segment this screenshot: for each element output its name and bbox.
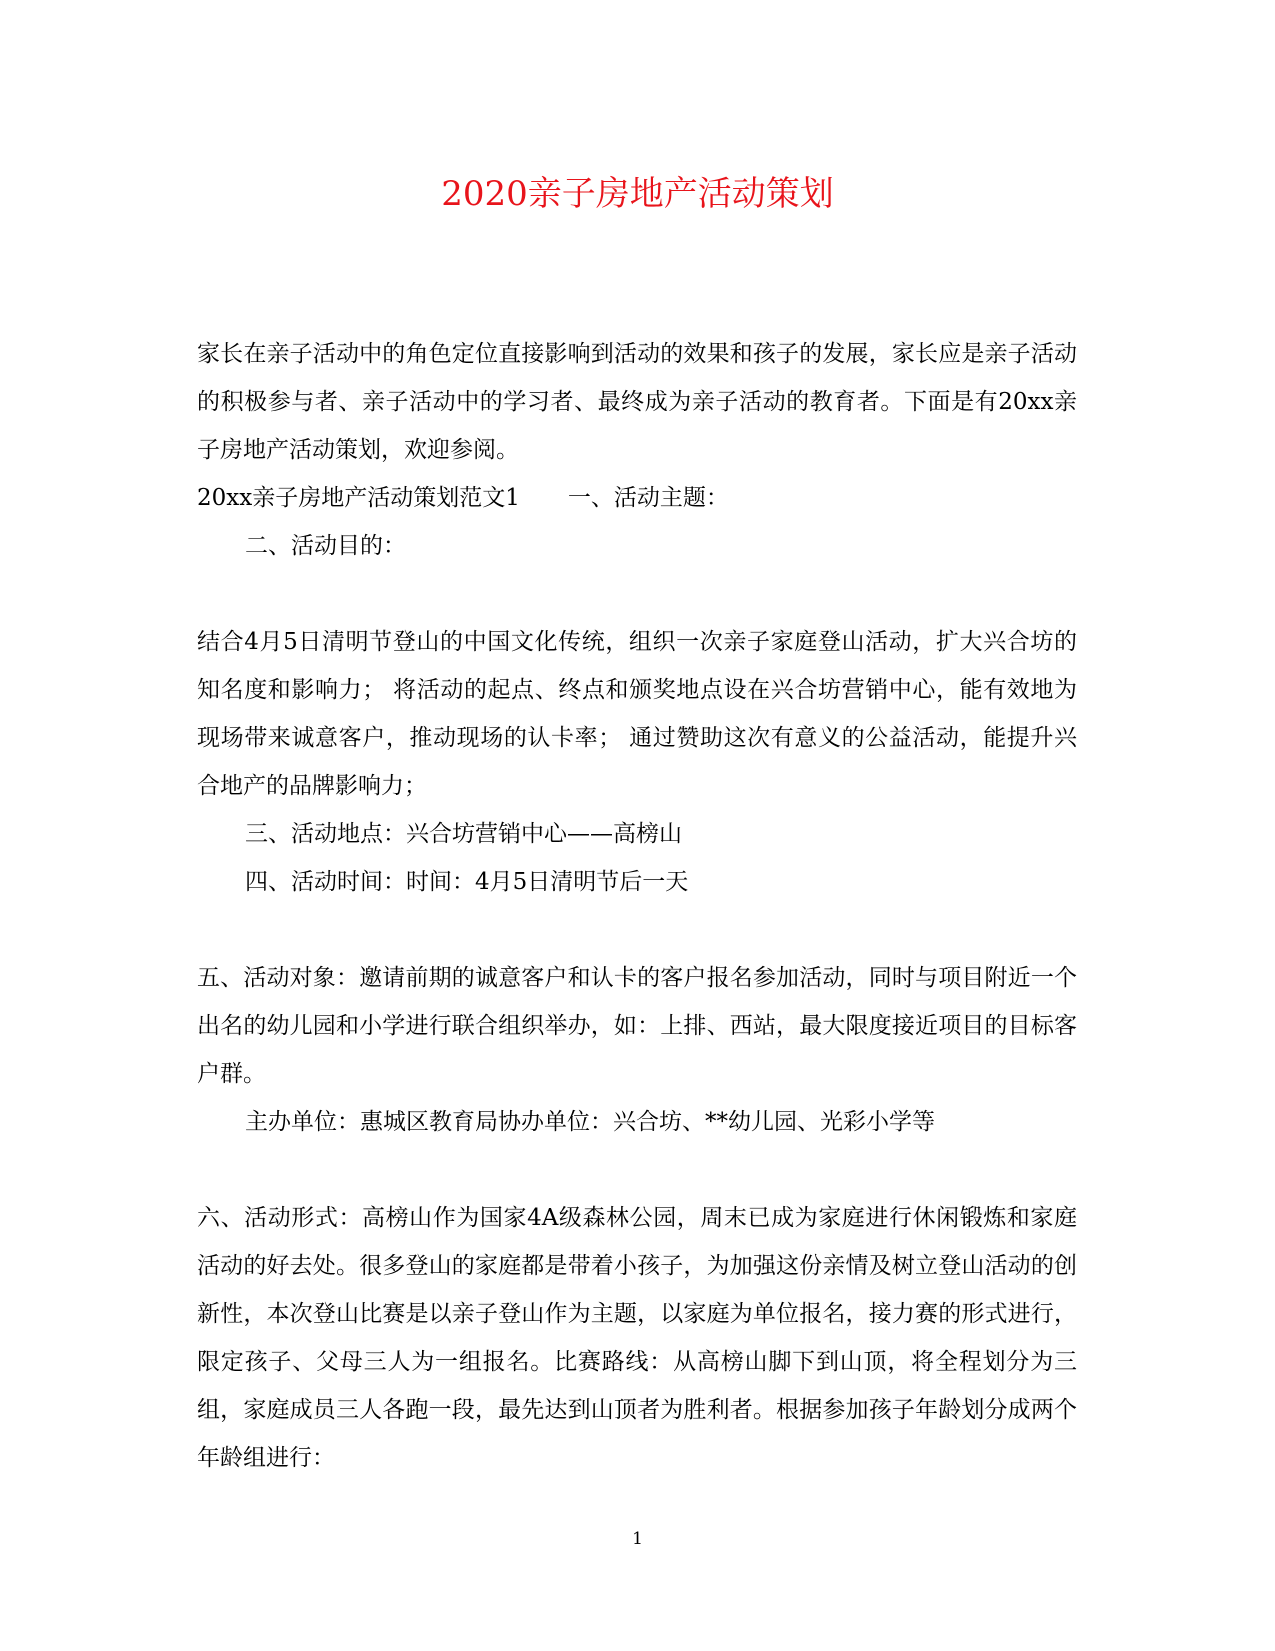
sample-heading: 20xx亲子房地产活动策划范文1 <box>197 485 520 511</box>
sample-heading-line <box>197 474 1077 522</box>
time-line: 四、活动时间：时间：4月5日清明节后一天 <box>245 869 689 895</box>
purpose-heading: 二、活动目的： <box>245 533 406 559</box>
document-title: 2020亲子房地产活动策划 <box>441 174 834 214</box>
purpose-paragraph: 结合4月5日清明节登山的中国文化传统，组织一次亲子家庭登山活动，扩大兴合坊的知名度和影响力； 将活动的起点、终点和颁奖地点设在兴合坊营销中心，能有效地为现场带来诚意客户，推动现场的认卡率； 通过赞助这次有意义的公益活动，能提升兴合地产的品牌影响力； <box>197 629 1077 799</box>
page-number: 1 <box>632 1529 643 1549</box>
theme-heading: 一、活动主题： <box>567 485 729 511</box>
location-line: 三、活动地点：兴合坊营销中心——高榜山 <box>245 821 682 847</box>
organizers-line: 主办单位：惠城区教育局协办单位：兴合坊、**幼儿园、光彩小学等 <box>245 1109 935 1135</box>
spacer <box>197 906 1077 954</box>
intro-paragraph: 家长在亲子活动中的角色定位直接影响到活动的效果和孩子的发展，家长应是亲子活动的积极参与者、亲子活动中的学习者、最终成为亲子活动的教育者。下面是有20xx亲子房地产活动策划，欢迎参阅。 <box>197 341 1077 463</box>
document-body <box>197 330 1077 1482</box>
spacer <box>197 570 1077 618</box>
audience-paragraph: 五、活动对象：邀请前期的诚意客户和认卡的客户报名参加活动，同时与项目附近一个出名的幼儿园和小学进行联合组织举办，如：上排、西站，最大限度接近项目的目标客户群。 <box>197 965 1077 1087</box>
format-paragraph: 六、活动形式：高榜山作为国家4A级森林公园，周末已成为家庭进行休闲锻炼和家庭活动的好去处。很多登山的家庭都是带着小孩子，为加强这份亲情及树立登山活动的创新性，本次登山比赛是以亲子登山作为主题，以家庭为单位报名，接力赛的形式进行，限定孩子、父母三人为一组报名。比赛路线：从高榜山脚下到山顶，将全程划分为三组，家庭成员三人各跑一段，最先达到山顶者为胜利者。根据参加孩子年龄划分成两个年龄组进行： <box>197 1205 1077 1471</box>
spacer <box>197 1146 1077 1194</box>
